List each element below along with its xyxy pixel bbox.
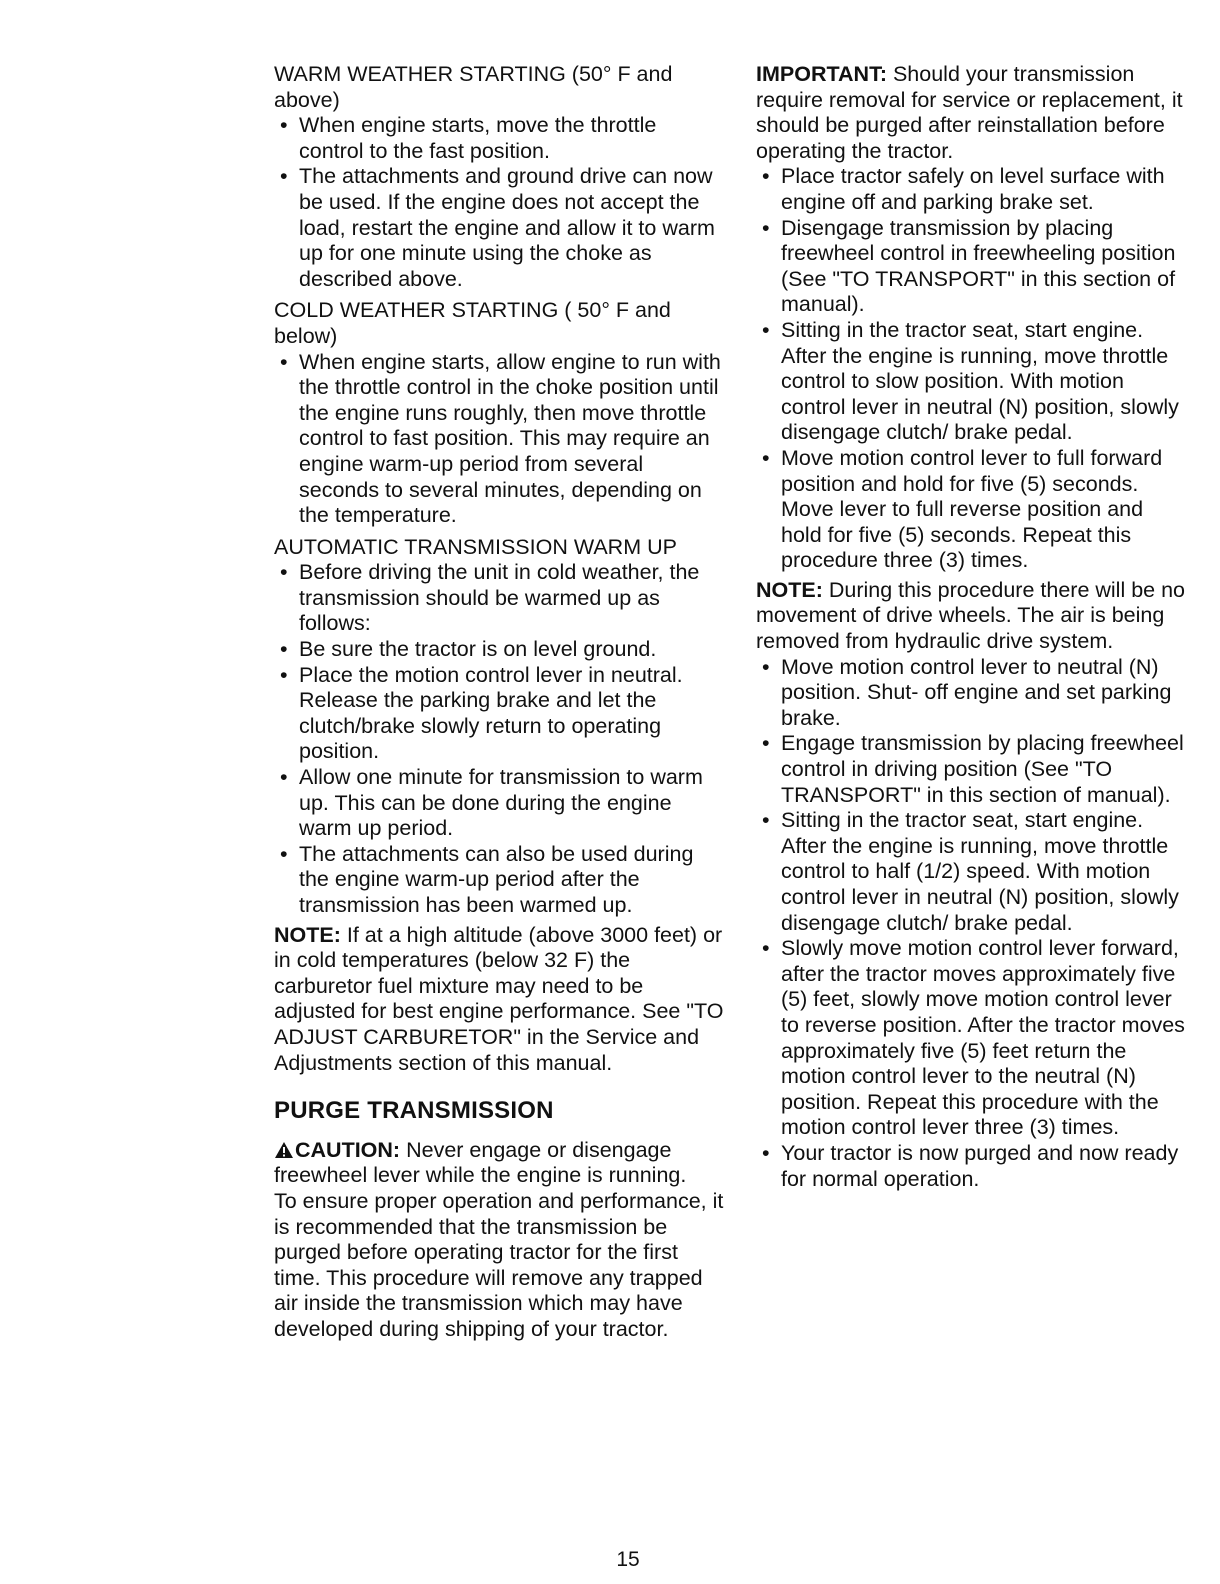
list-item: • Before driving the unit in cold weather, the transmission should be warmed up as follows: — [274, 560, 726, 637]
warning-triangle-icon — [274, 1140, 294, 1158]
list-item: • Move motion control lever to neutral (N) position. Shut- off engine and set parking brake. — [756, 655, 1188, 732]
important-label: IMPORTANT: — [756, 62, 887, 86]
note-text: During this procedure there will be no movement of drive wheels. The air is being removed from hydraulic drive system. — [756, 577, 1186, 654]
caution-label: CAUTION: — [295, 1137, 401, 1162]
list-item: • Place tractor safely on level surface with engine off and parking brake set. — [756, 164, 1188, 215]
list-item: • Engage transmission by placing freewheel control in driving position (See "TO TRANSPORT" in this section of manual). — [756, 731, 1188, 808]
list-item: • Sitting in the tractor seat, start engine. After the engine is running, move throttle control to slow position. With motion control lever in neutral (N) position, slowly disengage clutch/ brake pedal. — [756, 318, 1188, 446]
auto-transmission-heading: AUTOMATIC TRANSMISSION WARM UP — [274, 534, 677, 559]
caution-paragraph — [274, 1138, 726, 1189]
note-label: NOTE: — [274, 922, 341, 947]
list-item: • The attachments can also be used during the engine warm-up period after the transmission has been warmed up. — [274, 842, 726, 919]
list-item: • Sitting in the tractor seat, start engine. After the engine is running, move throttle control to half (1/2) speed. With motion control lever in neutral (N) position, slowly disengage clutch/ brake pedal. — [756, 808, 1188, 936]
page-number: 15 — [616, 1548, 640, 1571]
important-paragraph — [756, 62, 1188, 164]
note-label: NOTE: — [756, 577, 823, 602]
cold-weather-list — [274, 350, 726, 529]
important-text: Should your transmission require removal for service or replacement, it should be purged after reinstallation before operating the tractor. — [756, 62, 1183, 163]
list-item: • The attachments and ground drive can now be used. If the engine does not accept the load, restart the engine and allow it to warm up for one minute using the choke as described above. — [274, 164, 726, 292]
right-column — [756, 62, 1188, 1196]
note-text: If at a high altitude (above 3000 feet) or in cold temperatures (below 32 F) the carburetor fuel mixture may need to be adjusted for best engine performance. See "TO ADJUST CARBURETOR" in the Service and Adjustments section of this manual. — [274, 922, 724, 1075]
auto-transmission-list — [274, 560, 726, 918]
left-column — [274, 62, 726, 1343]
warm-weather-heading: WARM WEATHER STARTING (50° F and above) — [274, 62, 673, 112]
purge-transmission-title: PURGE TRANSMISSION — [274, 1097, 554, 1125]
list-item: • Disengage transmission by placing freewheel control in freewheeling position (See "TO TRANSPORT" in this section of manual). — [756, 216, 1188, 318]
purge-steps-list-b — [756, 655, 1188, 1192]
list-item: • Place the motion control lever in neutral. Release the parking brake and let the clutch/brake slowly return to operating position. — [274, 663, 726, 765]
purge-paragraph: To ensure proper operation and performance, it is recommended that the transmission be purged before operating tractor for the first time. This procedure will remove any trapped air inside the transmission which may have developed during shipping of your tractor. — [274, 1188, 724, 1341]
list-item: • Slowly move motion control lever forward, after the tractor moves approximately five (5) feet, slowly move motion control lever to reverse position. After the tractor moves approximately five (5) feet return the motion control lever to the neutral (N) position. Repeat this procedure with the motion control lever three (3) times. — [756, 936, 1188, 1141]
caution-text: Never engage or disengage freewheel lever while the engine is running. — [274, 1137, 687, 1188]
list-item: • Be sure the tractor is on level ground. — [274, 637, 726, 663]
list-item: • Allow one minute for transmission to warm up. This can be done during the engine warm up period. — [274, 765, 726, 842]
note-paragraph-right — [756, 578, 1188, 655]
warm-weather-list — [274, 113, 726, 292]
purge-steps-list-a — [756, 164, 1188, 574]
list-item: • Move motion control lever to full forward position and hold for five (5) seconds. Move lever to full reverse position and hold for five (5) seconds. Repeat this procedure three (3) times. — [756, 446, 1188, 574]
note-paragraph — [274, 923, 726, 1077]
cold-weather-heading: COLD WEATHER STARTING ( 50° F and below) — [274, 298, 671, 348]
list-item: • When engine starts, allow engine to run with the throttle control in the choke position until the engine runs roughly, then move throttle control to fast position. This may require an engine warm-up period from several seconds to several minutes, depending on the temperature. — [274, 350, 726, 529]
list-item: • When engine starts, move the throttle control to the fast position. — [274, 113, 726, 164]
list-item: • Your tractor is now purged and now ready for normal operation. — [756, 1141, 1188, 1192]
